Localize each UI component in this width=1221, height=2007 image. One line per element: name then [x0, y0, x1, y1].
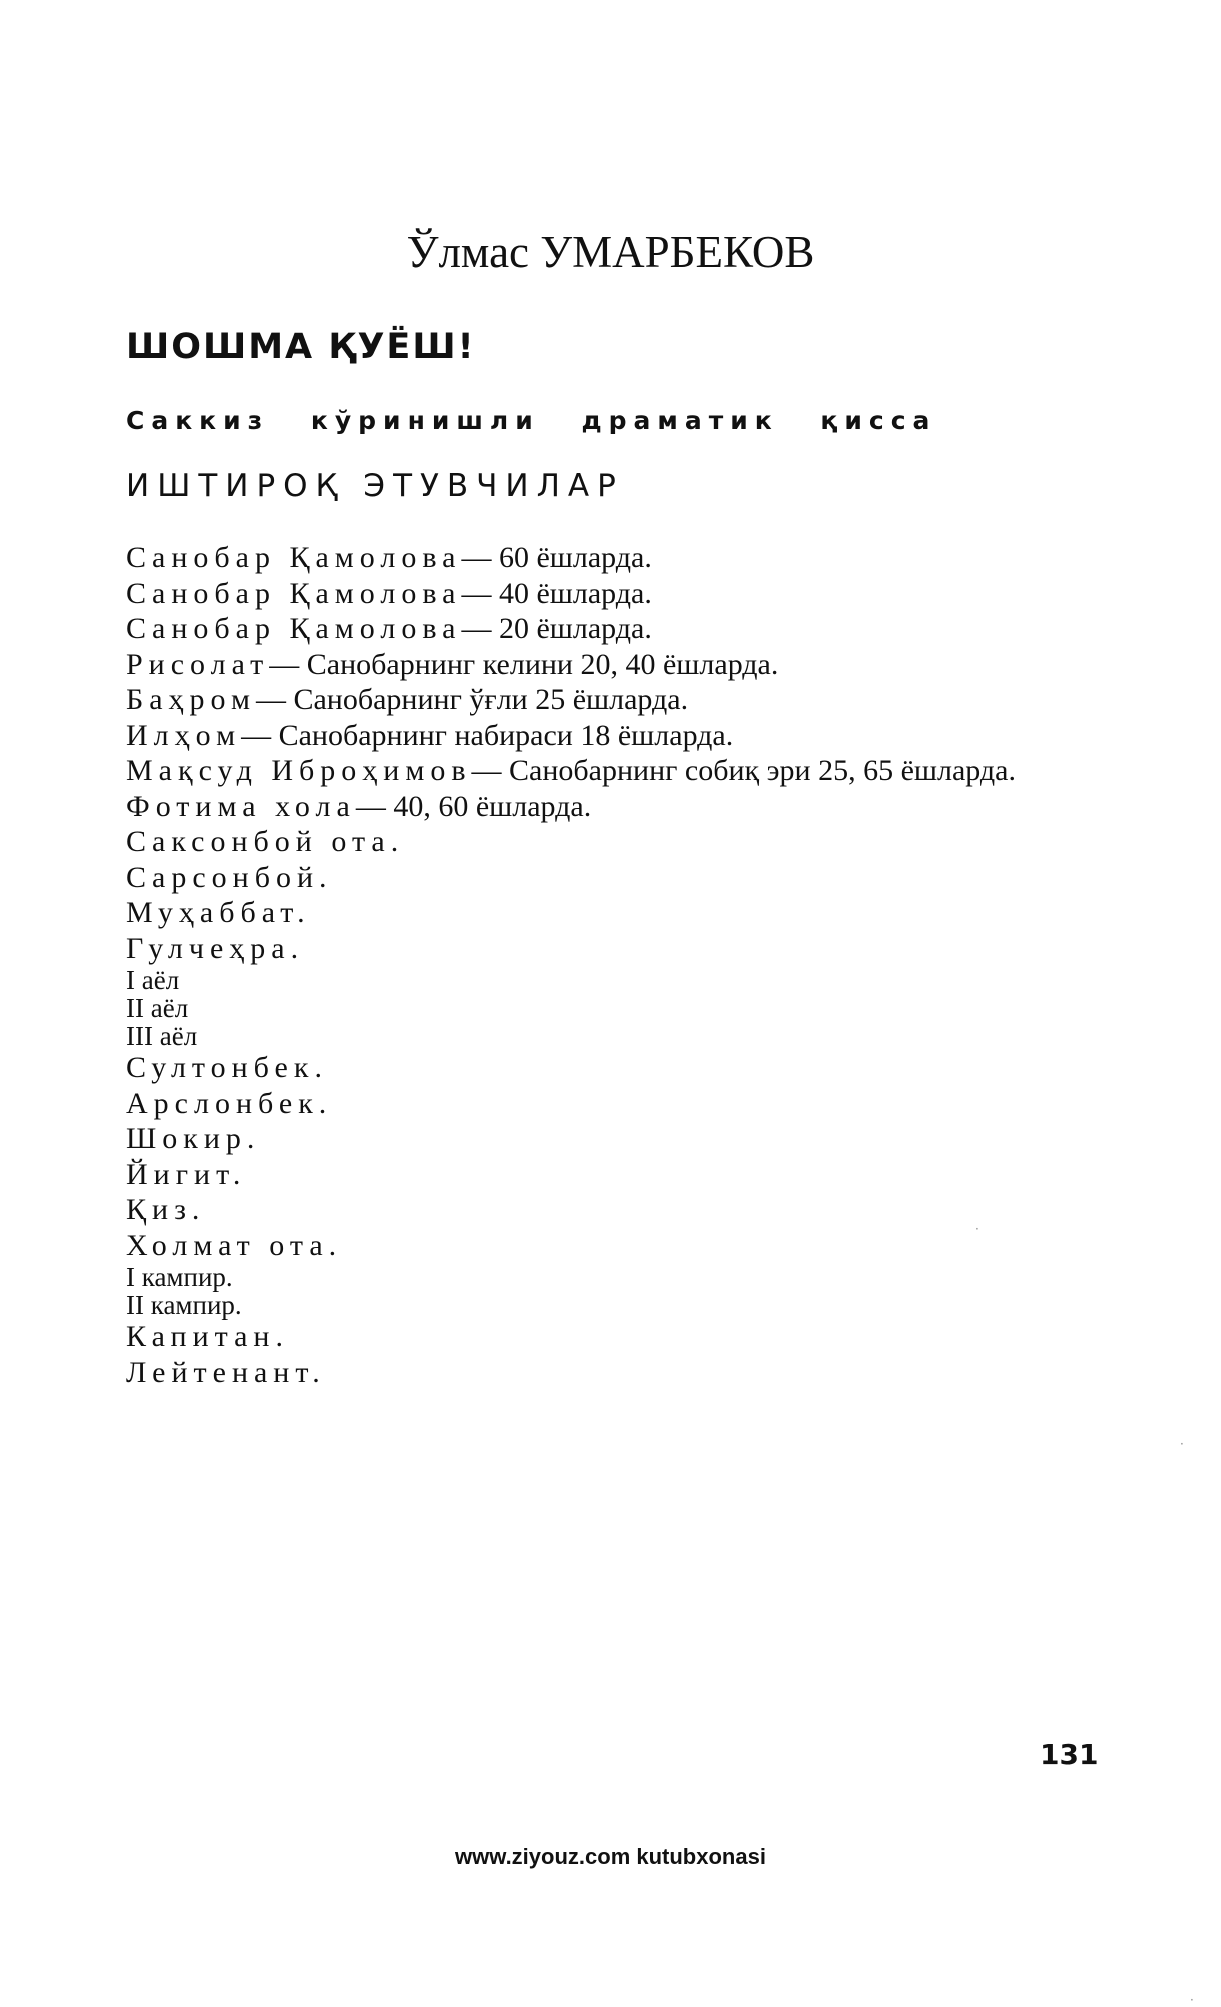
cast-entry: [126, 789, 1016, 825]
cast-entry: [126, 1228, 1016, 1264]
cast-entry: [126, 1355, 1016, 1391]
character-name: Йигит.: [126, 1157, 247, 1191]
character-name: Санобар Қамолова: [126, 576, 462, 610]
cast-entry: [126, 1086, 1016, 1122]
character-name: Санобар Қамолова: [126, 541, 462, 574]
cast-entry: [126, 966, 1016, 994]
character-description: I аёл: [126, 965, 180, 995]
cast-entry: [126, 1263, 1016, 1291]
character-description: II кампир.: [126, 1290, 242, 1320]
cast-entry: [126, 718, 1016, 754]
character-name: Гулчеҳра.: [126, 931, 305, 965]
character-name: Санобар Қамолова: [126, 612, 462, 645]
character-description: II аёл: [126, 993, 189, 1023]
cast-heading: ИШТИРОҚ ЭТУВЧИЛАР: [126, 468, 624, 504]
character-description: — Санобарнинг набираси 18 ёшларда.: [241, 718, 734, 752]
character-name: Лейтенант.: [126, 1355, 326, 1389]
character-name: Рисолат: [126, 647, 270, 681]
scan-speck: ·: [975, 1222, 979, 1236]
cast-entry: [126, 1121, 1016, 1157]
cast-entry: [126, 682, 1016, 718]
cast-entry: [126, 611, 1016, 647]
source-footer: www.ziyouz.com kutubxonasi: [455, 1844, 766, 1869]
cast-entry: [126, 576, 1016, 612]
cast-entry: [126, 1291, 1016, 1319]
cast-entry: [126, 1022, 1016, 1050]
cast-entry: [126, 753, 1016, 789]
scan-speck: ·: [1180, 1437, 1184, 1451]
character-description: — 20 ёшларда.: [461, 612, 652, 645]
cast-entry: [126, 647, 1016, 683]
character-name: Қиз.: [126, 1193, 206, 1226]
character-name: Арслонбек.: [126, 1086, 333, 1120]
cast-entry: [126, 1319, 1016, 1355]
cast-entry: [126, 1192, 1016, 1228]
cast-entry: [126, 540, 1016, 576]
author-name: Ўлмас УМАРБЕКОВ: [406, 227, 815, 277]
character-name: Султонбек.: [126, 1051, 328, 1084]
cast-entry: [126, 860, 1016, 896]
cast-list: [126, 540, 1016, 1390]
character-name: Саксонбой ота.: [126, 825, 405, 858]
character-name: Баҳром: [126, 683, 256, 716]
character-description: — Санобарнинг келини 20, 40 ёшларда.: [269, 647, 779, 681]
character-description: III аёл: [126, 1021, 198, 1051]
character-name: Капитан.: [126, 1320, 289, 1353]
character-description: — Санобарнинг собиқ эри 25, 65 ёшларда.: [471, 754, 1016, 787]
play-subtitle: Саккиз кўринишли драматик қисса: [126, 406, 937, 435]
character-name: Фотима хола: [126, 789, 356, 823]
cast-entry: [126, 1050, 1016, 1086]
character-name: Муҳаббат.: [126, 896, 311, 929]
character-description: I кампир.: [126, 1262, 233, 1292]
character-description: — 40 ёшларда.: [461, 576, 652, 610]
character-description: — 40, 60 ёшларда.: [355, 789, 592, 823]
scan-speck: ·: [1190, 1993, 1194, 2007]
character-name: Сарсонбой.: [126, 860, 333, 894]
cast-entry: [126, 1157, 1016, 1193]
cast-entry: [126, 994, 1016, 1022]
cast-entry: [126, 895, 1016, 931]
character-name: Илҳом: [126, 718, 242, 752]
character-name: Холмат ота.: [126, 1228, 343, 1262]
character-description: — 60 ёшларда.: [461, 541, 652, 574]
character-name: Мақсуд Иброҳимов: [126, 754, 472, 787]
cast-entry: [126, 824, 1016, 860]
play-title: ШОШМА ҚУЁШ!: [126, 327, 476, 367]
page-number: 131: [1040, 1738, 1099, 1771]
cast-entry: [126, 931, 1016, 967]
character-description: — Санобарнинг ўғли 25 ёшларда.: [255, 683, 689, 716]
character-name: Шокир.: [126, 1122, 261, 1155]
